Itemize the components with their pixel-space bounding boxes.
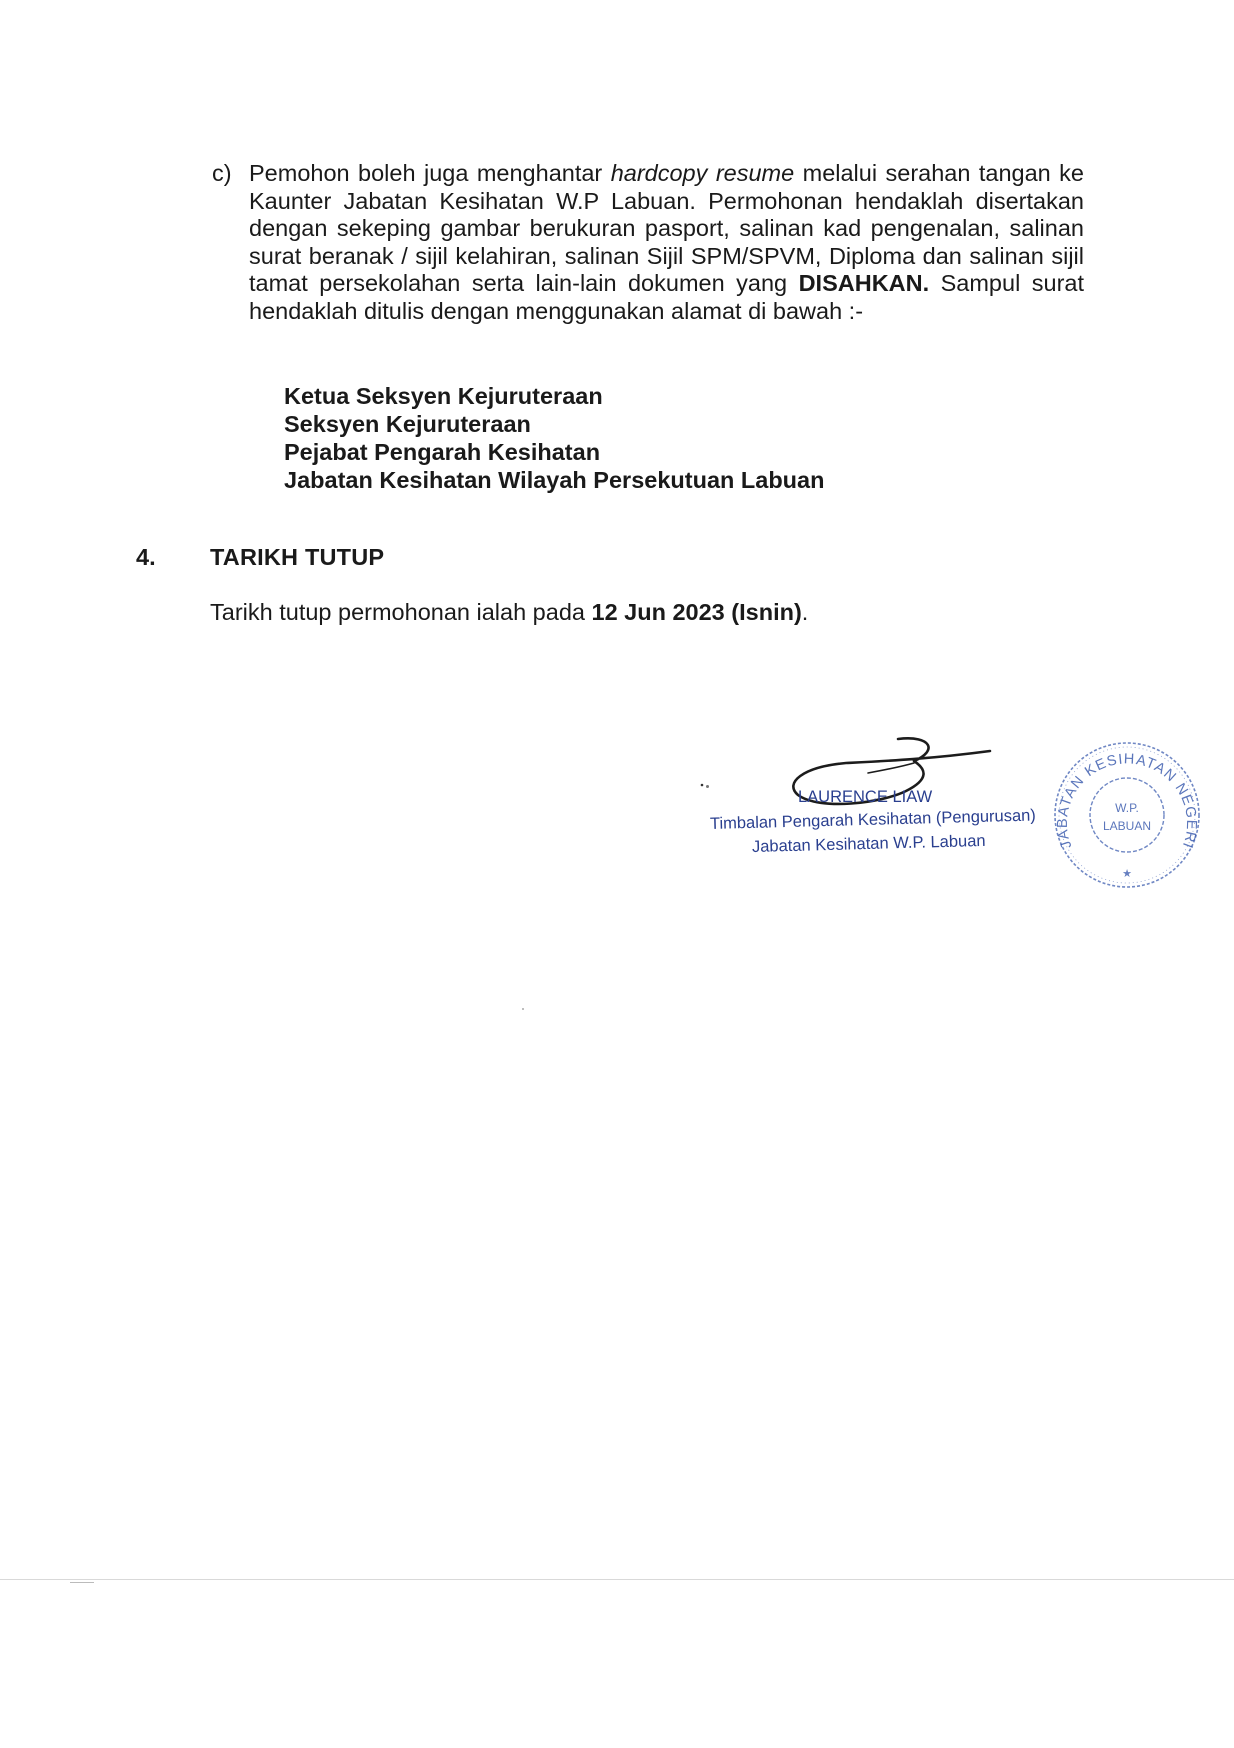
scan-speck (70, 1582, 94, 1583)
scan-speck (522, 1008, 524, 1010)
paragraph-text: melalui serahan tangan ke Kaunter Jabatan Kesihatan W.P Labuan. Permohonan hendaklah disertakan dengan sekeping gambar berukuran pasport, salinan kad pengenalan, salinan surat beranak / sijil kelahiran, salinan Sijil SPM/SPVM, Diploma dan salinan sijil tamat persekolahan serta lain-lain dokumen yang (249, 160, 1085, 297)
official-stamp (1052, 740, 1202, 890)
section-heading: TARIKH TUTUP (210, 544, 385, 570)
closing-date: 12 Jun 2023 (Isnin) (591, 599, 802, 625)
stamp-inner-line-1: W.P. (1115, 801, 1139, 815)
address-line: Ketua Seksyen Kejuruteraan (284, 383, 603, 409)
list-item-body (249, 160, 1084, 326)
address-line: Seksyen Kejuruteraan (284, 411, 531, 437)
address-line: Jabatan Kesihatan Wilayah Persekutuan Labuan (284, 467, 825, 493)
stamp-outer-text: JABATAN KESIHATAN NEGERI (1054, 751, 1200, 851)
closing-date-text (210, 599, 808, 626)
scan-speck (706, 785, 709, 788)
footer-divider (0, 1579, 1234, 1580)
signer-name: LAURENCE LIAW (798, 788, 933, 806)
mailing-address (284, 382, 824, 494)
list-item-c (212, 160, 1084, 326)
paragraph-text: Sampul surat hendaklah ditulis dengan menggunakan alamat di bawah :- (249, 270, 1085, 324)
closing-date-prefix: Tarikh tutup permohonan ialah pada (210, 599, 592, 625)
paragraph-italic-text: hardcopy resume (610, 160, 795, 186)
list-marker: c) (212, 160, 232, 186)
paragraph-text: Pemohon boleh juga menghantar (249, 160, 611, 186)
closing-date-suffix: . (801, 599, 809, 625)
signer-department: Jabatan Kesihatan W.P. Labuan (751, 831, 986, 856)
paragraph-bold-text: DISAHKAN. (798, 270, 930, 297)
signer-title: Timbalan Pengarah Kesihatan (Pengurusan) (709, 806, 1037, 833)
section-number: 4. (136, 544, 156, 570)
stamp-inner-line-2: LABUAN (1102, 819, 1152, 833)
stamp-star-icon: ★ (1122, 867, 1132, 880)
address-line: Pejabat Pengarah Kesihatan (284, 439, 601, 465)
